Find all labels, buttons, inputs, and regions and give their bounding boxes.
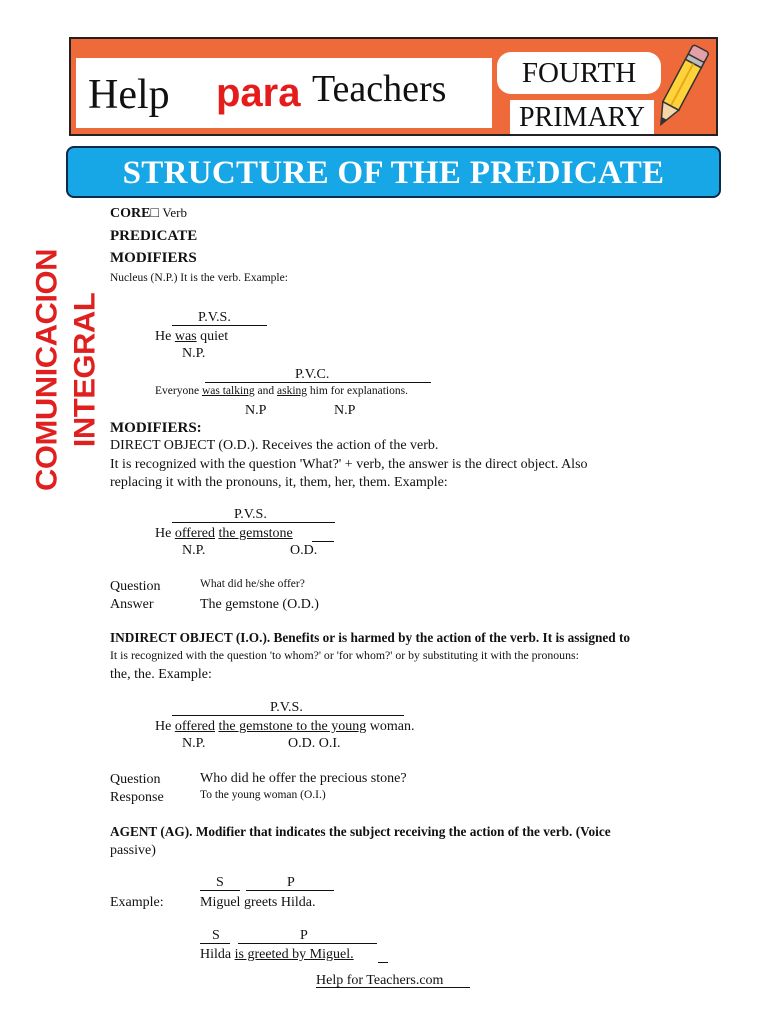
side-label-text: COMUNICACION INTEGRAL <box>29 249 102 491</box>
ex3-object-tail-line <box>312 541 334 542</box>
ex4-woman: woman. <box>369 719 415 734</box>
page-title: STRUCTURE OF THE PREDICATE <box>66 146 721 198</box>
header-para-text: para <box>216 71 301 115</box>
ex3-label: P.V.S. <box>234 507 267 522</box>
ex1-he: He <box>155 329 172 344</box>
ex2-part-a: Everyone <box>155 385 200 397</box>
ex4-question-label: Question <box>110 772 161 787</box>
indirect-object-heading: INDIRECT OBJECT (I.O.). Benefits or is harmed by the action of the verb. It is assigned to <box>110 630 631 645</box>
header-help-text: Help <box>88 72 170 118</box>
direct-object-definition: DIRECT OBJECT (O.D.). Receives the action of the verb. <box>110 438 439 453</box>
ex4-verb: offered <box>174 719 215 734</box>
nucleus-text: Nucleus (N.P.) It is the verb. Example: <box>110 272 288 284</box>
core-line <box>110 204 187 223</box>
ex2-part-c: and <box>257 385 275 397</box>
predicate-heading: PREDICATE <box>110 228 198 244</box>
ex3-od: O.D. <box>290 543 318 558</box>
ex2-part-b: was talking <box>201 385 255 397</box>
agent-heading: AGENT (AG). Modifier that indicates the subject receiving the action of the verb. (Voice <box>110 824 611 839</box>
ex4-object: the gemstone to the young <box>218 719 367 734</box>
ex2-part-e: him for explanations. <box>309 385 408 397</box>
modifiers-section-heading: MODIFIERS: <box>110 420 202 436</box>
pencil-icon <box>652 40 712 135</box>
ex4-odoi: O.D. O.I. <box>288 736 341 751</box>
agent-line2: passive) <box>110 843 156 858</box>
footer-text: Help for Teachers.com <box>316 973 444 988</box>
agent-p1: P <box>287 875 295 890</box>
modifiers-heading: MODIFIERS <box>110 250 197 266</box>
indirect-object-line3: the, the. Example: <box>110 667 212 682</box>
ex2-part-d: asking <box>277 385 308 397</box>
ex3-verb: offered <box>174 526 215 541</box>
ex3-np: N.P. <box>182 543 206 558</box>
ex3-answer-label: Answer <box>110 597 154 612</box>
agent-sentence2-tail-line <box>378 962 388 963</box>
core-label: CORE <box>110 206 151 221</box>
ex4-response-text: To the young woman (O.I.) <box>200 789 326 801</box>
ex3-answer-text: The gemstone (O.D.) <box>200 597 319 612</box>
ex2-sentence <box>155 384 408 399</box>
grade-badge-line1: FOURTH <box>497 52 661 94</box>
agent-s1: S <box>216 875 224 890</box>
agent-example-label: Example: <box>110 895 164 910</box>
direct-object-line3: replacing it with the pronouns, it, them, her, them. Example: <box>110 475 448 490</box>
ex3-question-label: Question <box>110 579 161 594</box>
agent-sentence1: Miguel greets Hilda. <box>200 895 316 910</box>
ex4-sentence <box>155 718 414 736</box>
ex3-he: He <box>155 526 172 541</box>
ex1-was: was <box>174 329 197 344</box>
ex2-label: P.V.C. <box>295 367 330 382</box>
ex1-np: N.P. <box>182 346 206 361</box>
indirect-object-line2: It is recognized with the question 'to whom?' or 'for whom?' or by substituting it with the pronouns: <box>110 648 579 662</box>
core-value: Verb <box>162 205 187 220</box>
footer-underline <box>316 987 470 988</box>
ex4-response-label: Response <box>110 790 164 805</box>
ex4-label: P.V.S. <box>270 700 303 715</box>
side-label <box>28 222 102 518</box>
ex3-object: the gemstone <box>218 526 293 541</box>
ex3-sentence <box>155 525 293 543</box>
ex1-label: P.V.S. <box>198 310 231 325</box>
agent-sentence2-subject: Hilda <box>200 947 232 962</box>
ex2-np2: N.P <box>334 403 356 418</box>
ex1-sentence <box>155 328 228 346</box>
direct-object-line2: It is recognized with the question 'What?' + verb, the answer is the direct object. Also <box>110 457 588 472</box>
grade-badge-line2: PRIMARY <box>510 100 654 134</box>
ex2-np1: N.P <box>245 403 267 418</box>
header-teachers-text: Teachers <box>312 68 447 110</box>
ex4-question-text: Who did he offer the precious stone? <box>200 771 407 786</box>
agent-sentence2-predicate: is greeted by Miguel. <box>234 947 354 962</box>
ex3-question-text: What did he/she offer? <box>200 578 305 590</box>
ex4-he: He <box>155 719 172 734</box>
ex4-np: N.P. <box>182 736 206 751</box>
agent-p2: P <box>300 928 308 943</box>
ex1-quiet: quiet <box>200 329 229 344</box>
agent-sentence2 <box>200 946 354 963</box>
core-glyph: □ <box>150 206 159 221</box>
agent-s2: S <box>212 928 220 943</box>
